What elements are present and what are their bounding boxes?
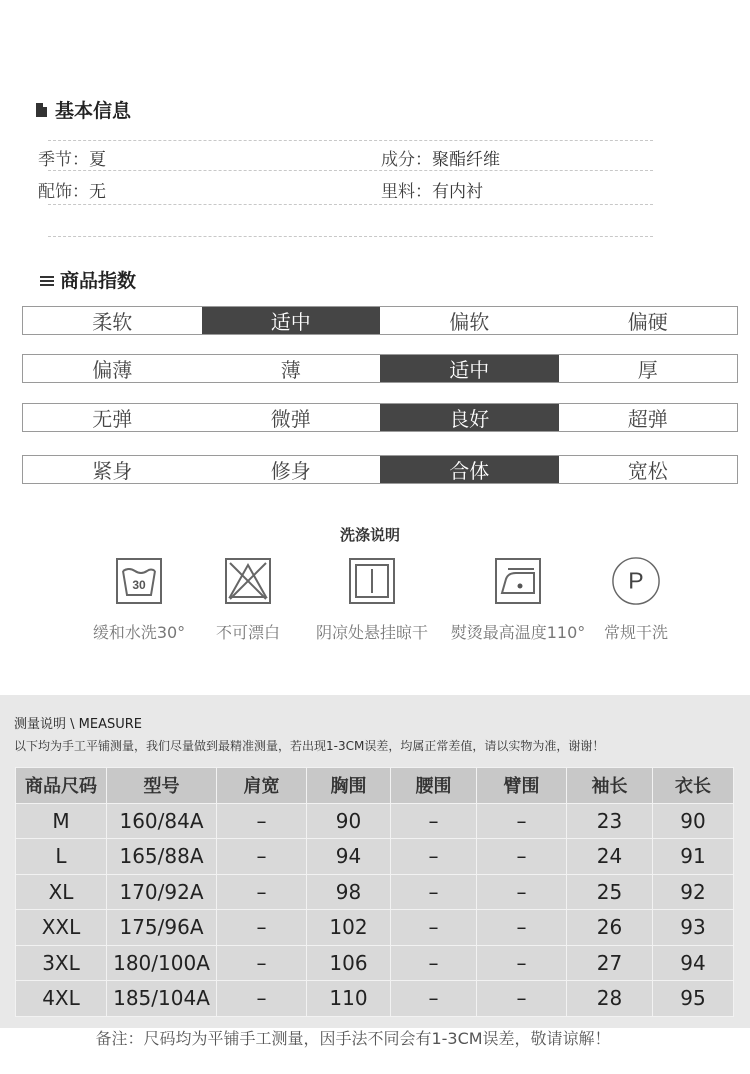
wash-item-line-dry	[302, 556, 442, 643]
wash-label: 常规干洗	[603, 623, 668, 642]
lining-key: 里料：	[381, 182, 432, 202]
table-cell: –	[217, 874, 307, 910]
table-row	[16, 945, 734, 981]
wash-label: 阴凉处悬挂晾干	[315, 623, 428, 642]
column-header: 臂围	[477, 768, 567, 804]
size-table	[15, 767, 734, 1017]
table-cell: 23	[567, 803, 653, 839]
table-cell: XXL	[16, 910, 107, 946]
table-cell: 26	[567, 910, 653, 946]
table-cell: 98	[307, 874, 391, 910]
table-cell: L	[16, 839, 107, 875]
table-cell: –	[217, 839, 307, 875]
index-row	[22, 403, 738, 432]
wash-title: 洗涤说明	[339, 526, 400, 544]
table-cell: 28	[567, 981, 653, 1017]
lining-field	[381, 177, 483, 202]
index-option: 厚	[637, 358, 658, 382]
accessory-key: 配饰：	[38, 182, 89, 202]
table-cell: 160/84A	[107, 803, 217, 839]
wash-item-dry-clean	[566, 556, 706, 643]
index-option: 宽松	[627, 459, 668, 483]
table-cell: M	[16, 803, 107, 839]
index-option-selected: 适中	[202, 307, 381, 334]
index-option: 紧身	[92, 459, 133, 483]
index-row	[22, 455, 738, 484]
wash-label: 缓和水洗30°	[92, 623, 186, 642]
index-option: 偏软	[449, 310, 490, 334]
table-cell: 27	[567, 945, 653, 981]
column-header: 胸围	[307, 768, 391, 804]
table-cell: –	[391, 874, 477, 910]
table-cell: 175/96A	[107, 910, 217, 946]
divider	[48, 236, 653, 237]
table-cell: –	[217, 945, 307, 981]
size-table-header	[16, 768, 734, 804]
column-header: 袖长	[567, 768, 653, 804]
index-option: 超弹	[627, 407, 668, 431]
table-cell: –	[217, 910, 307, 946]
index-option: 薄	[280, 358, 301, 382]
basic-info-title	[36, 96, 131, 123]
season-key: 季节：	[38, 150, 89, 170]
divider	[48, 140, 653, 141]
table-cell: 94	[307, 839, 391, 875]
index-option: 修身	[270, 459, 311, 483]
table-row	[16, 803, 734, 839]
table-cell: XL	[16, 874, 107, 910]
index-option-selected: 合体	[380, 456, 559, 483]
table-row	[16, 910, 734, 946]
wash-item-no-bleach	[178, 556, 318, 643]
table-cell: 93	[653, 910, 734, 946]
table-cell: 180/100A	[107, 945, 217, 981]
list-icon	[40, 276, 54, 286]
wash-30-icon	[114, 556, 164, 606]
table-cell: –	[391, 945, 477, 981]
product-index-title	[40, 266, 136, 293]
season-value: 夏	[89, 150, 106, 170]
table-cell: –	[477, 874, 567, 910]
index-row	[22, 354, 738, 383]
table-cell: –	[391, 981, 477, 1017]
divider	[48, 204, 653, 205]
index-option: 偏薄	[92, 358, 133, 382]
measure-note: 备注：尺码均为平铺手工测量，因手法不同会有1-3CM误差，敬请谅解！	[95, 1029, 611, 1048]
table-cell: 92	[653, 874, 734, 910]
column-header: 商品尺码	[16, 768, 107, 804]
column-header: 型号	[107, 768, 217, 804]
table-cell: 94	[653, 945, 734, 981]
no-bleach-icon	[223, 556, 273, 606]
table-cell: 90	[307, 803, 391, 839]
column-header: 腰围	[391, 768, 477, 804]
wash-label: 熨烫最高温度110°	[450, 623, 586, 642]
measure-description: 以下均为手工平铺测量，我们尽量做到最精准测量，若出现1-3CM误差，均属正常差值，请以实物为准，谢谢！	[14, 739, 605, 753]
accessory-field	[38, 177, 106, 202]
lining-value: 有内衬	[432, 182, 483, 202]
index-option: 偏硬	[627, 310, 668, 334]
accessory-value: 无	[89, 182, 106, 202]
index-row	[22, 306, 738, 335]
table-cell: –	[217, 803, 307, 839]
table-cell: –	[391, 839, 477, 875]
dry-clean-icon-text: P	[628, 567, 644, 594]
document-icon	[36, 103, 47, 117]
table-cell: –	[477, 910, 567, 946]
table-cell: 24	[567, 839, 653, 875]
dry-clean-icon	[611, 556, 661, 606]
index-option: 无弹	[92, 407, 133, 431]
table-cell: 106	[307, 945, 391, 981]
table-cell: 110	[307, 981, 391, 1017]
table-cell: 3XL	[16, 945, 107, 981]
table-cell: 25	[567, 874, 653, 910]
table-cell: –	[477, 803, 567, 839]
table-row	[16, 981, 734, 1017]
index-option-selected: 良好	[380, 404, 559, 431]
table-row	[16, 874, 734, 910]
measure-title: 测量说明 \ MEASURE	[14, 717, 142, 732]
index-option-selected: 适中	[380, 355, 559, 382]
size-table-body	[16, 803, 734, 1016]
iron-icon	[493, 556, 543, 606]
material-value: 聚酯纤维	[432, 150, 500, 170]
divider	[48, 170, 653, 171]
table-cell: 185/104A	[107, 981, 217, 1017]
table-cell: –	[477, 945, 567, 981]
table-cell: –	[391, 803, 477, 839]
table-cell: –	[391, 910, 477, 946]
table-cell: –	[477, 981, 567, 1017]
table-cell: 90	[653, 803, 734, 839]
column-header: 肩宽	[217, 768, 307, 804]
season-field	[38, 145, 106, 170]
table-cell: 91	[653, 839, 734, 875]
table-cell: 4XL	[16, 981, 107, 1017]
basic-info-title-text: 基本信息	[55, 100, 132, 122]
line-dry-shade-icon	[347, 556, 397, 606]
table-cell: –	[477, 839, 567, 875]
column-header: 衣长	[653, 768, 734, 804]
table-cell: 95	[653, 981, 734, 1017]
table-cell: 170/92A	[107, 874, 217, 910]
material-field	[381, 145, 500, 170]
table-cell: 165/88A	[107, 839, 217, 875]
index-option: 柔软	[92, 310, 133, 334]
product-index-title-text: 商品指数	[60, 270, 137, 292]
table-row	[16, 839, 734, 875]
table-cell: –	[217, 981, 307, 1017]
wash-30-icon-text: 30	[132, 578, 146, 592]
material-key: 成分：	[381, 150, 432, 170]
index-option: 微弹	[270, 407, 311, 431]
wash-label: 不可漂白	[215, 623, 280, 642]
table-cell: 102	[307, 910, 391, 946]
